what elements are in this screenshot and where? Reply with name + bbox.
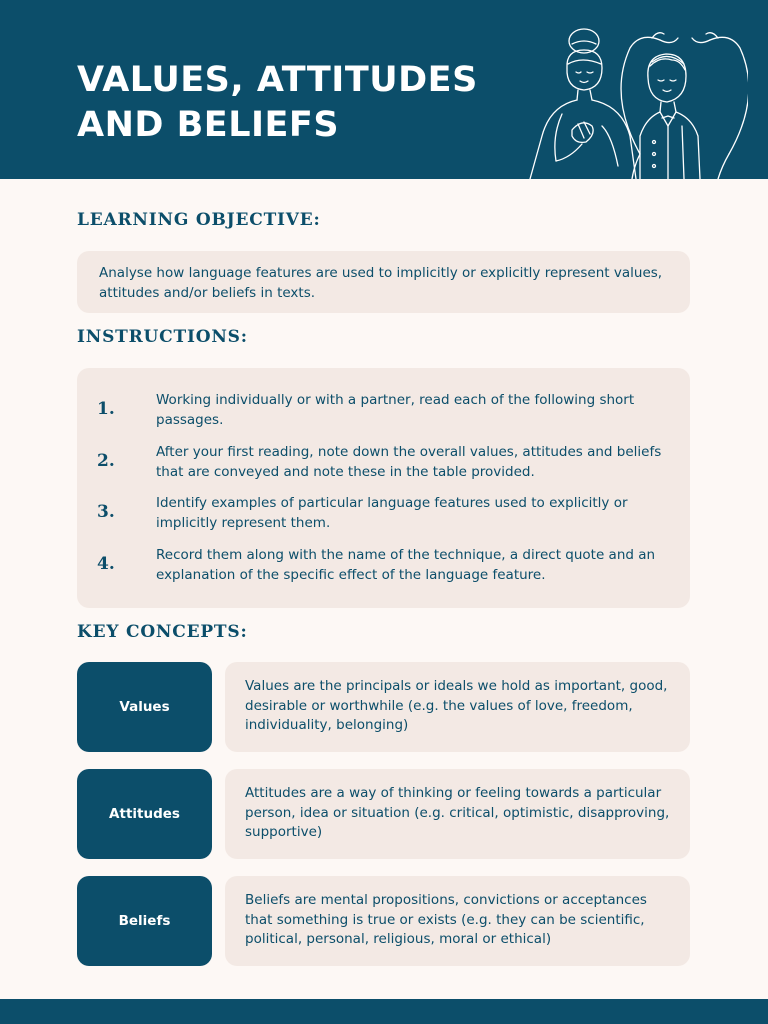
step-number: 4. — [97, 554, 115, 574]
title-line-2: AND BELIEFS — [77, 105, 340, 145]
concept-label-beliefs — [77, 876, 212, 966]
step-number: 3. — [97, 502, 115, 522]
step-text: Working individually or with a partner, read each of the following short passages. — [156, 392, 635, 428]
key-concepts-heading: KEY CONCEPTS: — [77, 622, 248, 642]
step-text: Record them along with the name of the technique, a direct quote and an explanation of the specific effect of the language feature. — [156, 547, 656, 583]
instructions-box — [77, 368, 690, 608]
step-text: After your first reading, note down the overall values, attitudes and beliefs that are conveyed and note these in the table provided. — [156, 444, 662, 480]
concept-definition-text: Values are the principals or ideals we hold as important, good, desirable or worthwhile (e.g. the values of love, freedom, individuality, belonging) — [245, 678, 668, 733]
header-banner — [0, 0, 768, 179]
learning-objective-heading: LEARNING OBJECTIVE: — [77, 210, 321, 230]
footer-bar — [0, 999, 768, 1024]
concept-definition-text: Beliefs are mental propositions, convictions or acceptances that something is true or exists (e.g. they can be scientific, political, personal, religious, moral or ethical) — [245, 892, 647, 947]
two-women-illustration — [522, 26, 748, 179]
concept-definition-values — [225, 662, 690, 752]
instruction-step — [77, 443, 690, 485]
learning-objective-box — [77, 251, 690, 313]
page-title — [77, 58, 557, 148]
step-number: 2. — [97, 451, 115, 471]
step-text: Identify examples of particular language features used to explicitly or implicitly represent them. — [156, 495, 628, 531]
concept-label-attitudes — [77, 769, 212, 859]
title-line-1: VALUES, ATTITUDES — [77, 60, 478, 100]
instructions-heading: INSTRUCTIONS: — [77, 327, 248, 347]
concept-label-values — [77, 662, 212, 752]
concept-definition-text: Attitudes are a way of thinking or feeling towards a particular person, idea or situation (e.g. critical, optimistic, disapproving, supportive) — [245, 785, 670, 840]
step-number: 1. — [97, 399, 115, 419]
concept-label-text: Beliefs — [118, 913, 171, 929]
concept-label-text: Values — [119, 699, 170, 715]
instruction-step — [77, 494, 690, 536]
concept-definition-attitudes — [225, 769, 690, 859]
instruction-step — [77, 546, 690, 588]
concept-definition-beliefs — [225, 876, 690, 966]
instruction-step — [77, 391, 690, 433]
learning-objective-text: Analyse how language features are used to implicitly or explicitly represent values, attitudes and/or beliefs in texts. — [99, 265, 663, 301]
concept-label-text: Attitudes — [109, 806, 180, 822]
